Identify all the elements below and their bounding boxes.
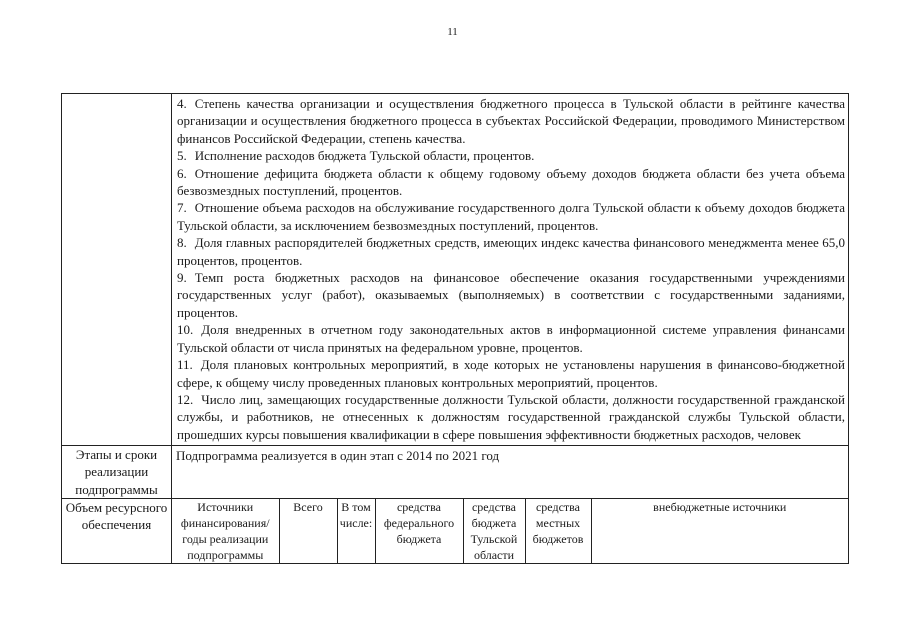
stages-label: Этапы и сроки реализации подпрограммы [62, 446, 172, 499]
indicator-number: 11. [177, 357, 193, 373]
resources-column-header: внебюджетные источники [653, 499, 787, 514]
resources-header-cell [172, 498, 849, 563]
indicator-item [177, 321, 845, 356]
indicator-text: Доля внедренных в отчетном году законодательных актов в информационной системе управления финансами Тульской области от числа принятых на федеральном уровне, процентов. [177, 322, 845, 355]
indicators-list [172, 94, 849, 446]
resources-header-table [172, 499, 848, 563]
indicator-text: Доля главных распорядителей бюджетных средств, имеющих индекс качества финансового менеджмента менее 65,0 процентов, процентов. [177, 235, 845, 268]
resources-column-header: Всего [279, 499, 337, 563]
indicator-number: 12. [177, 391, 194, 407]
resources-column-header: В том числе: [337, 499, 375, 563]
resources-column-header: средства бюджета Тульской области [463, 499, 525, 563]
indicator-text: Темп роста бюджетных расходов на финансовое обеспечение оказания государственными учреждениями государственных услуг (работ), оказываемых (выполняемых) в соответствии с государственными заданиями, процентов. [177, 270, 845, 320]
indicator-item [177, 356, 845, 391]
stages-value: Подпрограмма реализуется в один этап с 2014 по 2021 год [172, 446, 849, 499]
resources-column-header: средства федерального бюджета [375, 499, 463, 563]
resources-column-header: Источники финансирования/ годы реализации подпрограммы [172, 499, 279, 563]
page-number: 11 [447, 26, 458, 38]
indicator-text: Число лиц, замещающих государственные должности Тульской области, должности государственной гражданской службы, и работников, не отнесенных к должностям государственной гражданской службы Тульской области, прошедших курсы повышения квалификации в сфере повышения эффективности бюджетных расходов, человек [177, 391, 845, 442]
indicators-label-cell [62, 94, 172, 446]
indicator-text: Отношение дефицита бюджета области к общему годовому объему доходов бюджета области без учета объема безвозмездных поступлений, процентов. [177, 165, 845, 199]
indicator-text: Исполнение расходов бюджета Тульской области, процентов. [194, 148, 535, 164]
indicator-text: Отношение объема расходов на обслуживание государственного долга Тульской области к объему доходов бюджета Тульской области, за исключением безвозмездных поступлений, процентов. [177, 200, 845, 233]
indicator-item [177, 147, 845, 164]
indicator-number: 10. [177, 322, 194, 338]
indicator-item [177, 165, 845, 200]
indicator-item [177, 234, 845, 269]
indicator-item [177, 95, 845, 147]
stages-row [62, 446, 849, 499]
indicator-number: 7. [177, 200, 187, 216]
indicator-item [177, 269, 845, 321]
indicator-number: 8. [177, 235, 187, 251]
resources-label: Объем ресурсного обеспечения [62, 498, 172, 563]
indicator-text: Доля плановых контрольных мероприятий, в ходе которых не установлены нарушения в финансово-бюджетной сфере, к общему числу проведенных плановых контрольных мероприятий, процентов. [177, 357, 845, 390]
indicators-row [62, 94, 849, 446]
indicator-item [177, 199, 845, 234]
resources-row [62, 498, 849, 563]
indicator-number: 9. [177, 270, 187, 286]
indicator-number: 6. [177, 165, 187, 181]
resources-column-header: средства местных бюджетов [525, 499, 591, 563]
indicator-text: Степень качества организации и осуществления бюджетного процесса в Тульской области в рейтинге качества организации и осуществления бюджетного процесса в субъектах Российской Федерации, проводимого Министерством финансов Российской Федерации, степень качества. [177, 96, 845, 146]
resources-header-row [172, 499, 848, 563]
indicator-number: 4. [177, 96, 187, 111]
indicator-number: 5. [177, 148, 187, 164]
subprogram-passport-table [61, 93, 849, 564]
indicator-item [177, 391, 845, 443]
